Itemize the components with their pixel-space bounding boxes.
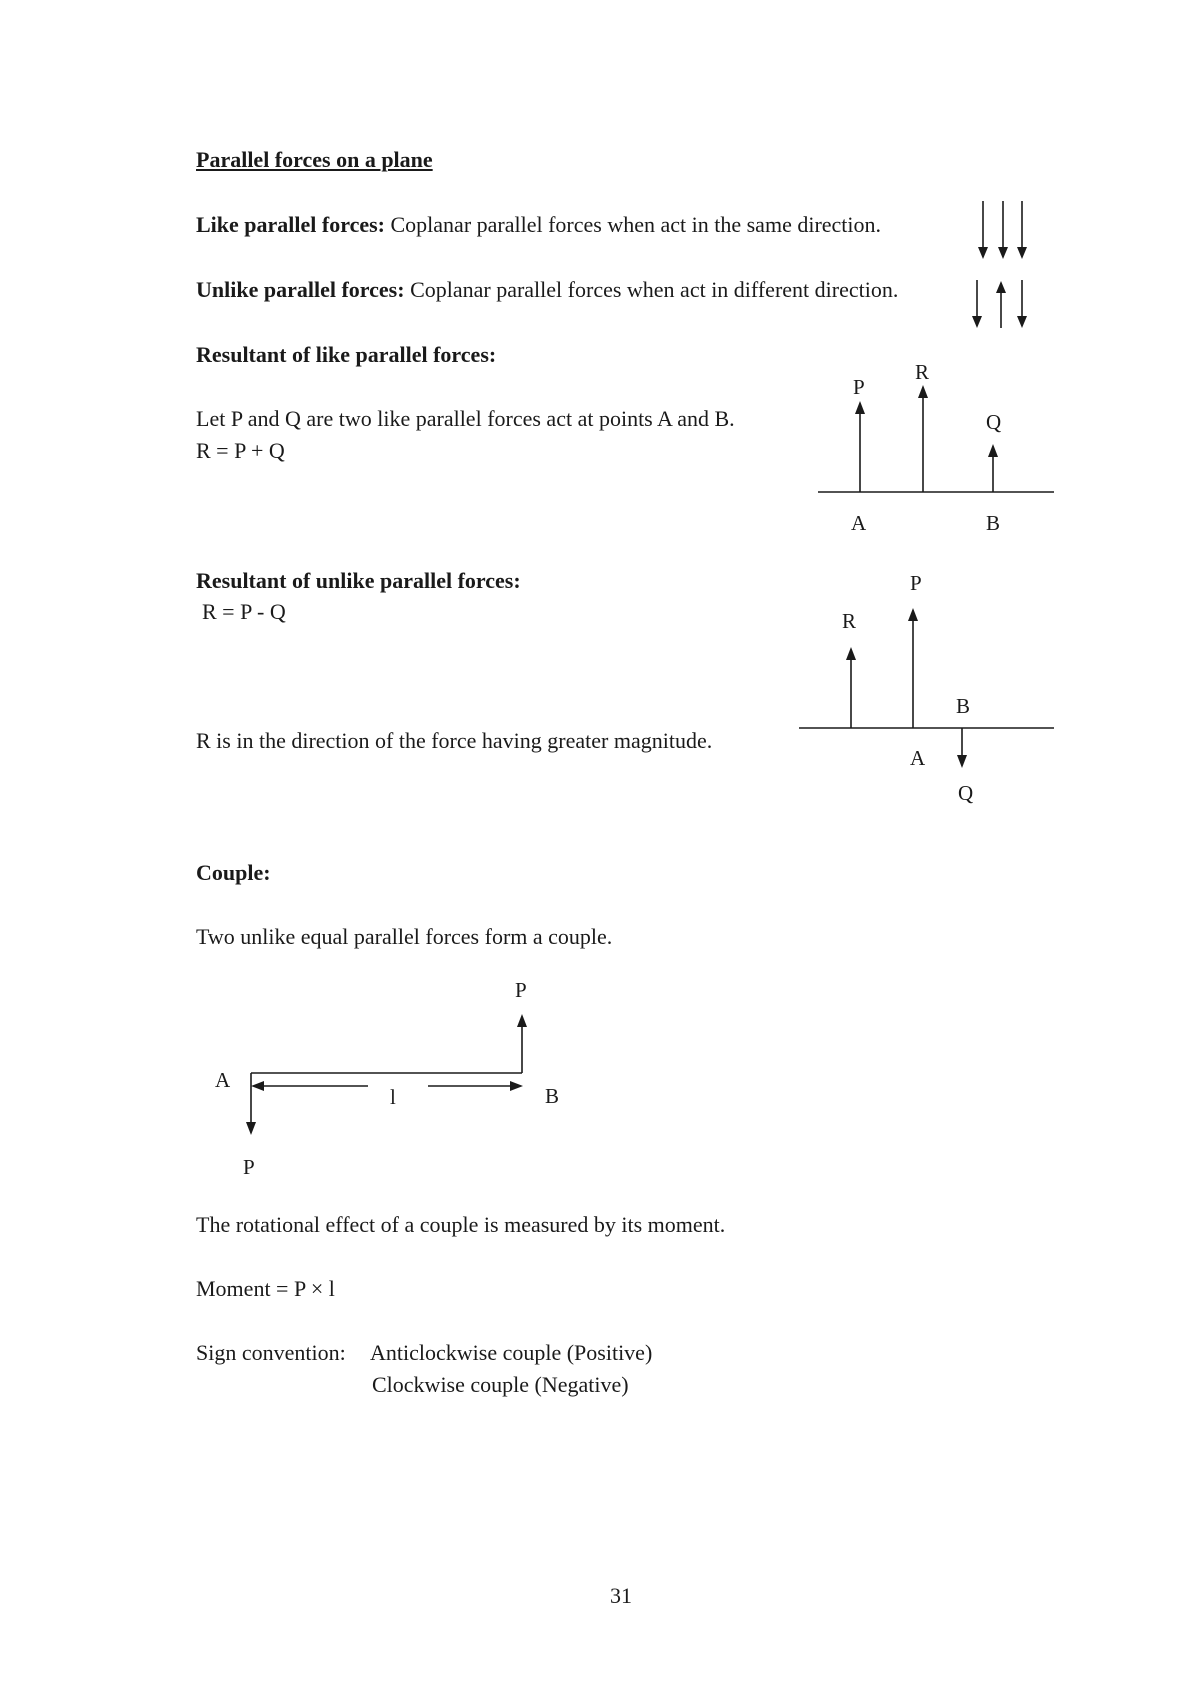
page-number: 31 — [610, 1583, 632, 1608]
like-forces-arrows-icon — [978, 201, 1027, 259]
resultant-like-text: Let P and Q are two like parallel forces act at points A and B. — [196, 406, 735, 431]
couple-label-l: l — [390, 1085, 396, 1109]
like-diagram-label-a: A — [851, 511, 867, 535]
unlike-diagram-label-r: R — [842, 609, 857, 633]
resultant-like-formula: R = P + Q — [196, 438, 285, 463]
unlike-forces-text: Coplanar parallel forces when act in different direction. — [410, 277, 899, 302]
unlike-diagram-label-p: P — [910, 571, 922, 595]
resultant-unlike-heading: Resultant of unlike parallel forces: — [196, 568, 521, 593]
moment-formula: Moment = P × l — [196, 1276, 335, 1301]
couple-label-a: A — [215, 1068, 231, 1092]
unlike-diagram-label-b: B — [956, 694, 971, 718]
like-diagram-label-r: R — [915, 360, 930, 384]
like-resultant-diagram — [818, 385, 1054, 492]
couple-label-b: B — [545, 1084, 560, 1108]
page-title: Parallel forces on a plane — [196, 147, 433, 172]
like-forces-text: Coplanar parallel forces when act in the same direction. — [390, 212, 882, 237]
couple-label-p-bottom: P — [243, 1155, 255, 1179]
resultant-unlike-formula: R = P - Q — [202, 599, 286, 624]
unlike-diagram-label-a: A — [910, 746, 926, 770]
unlike-forces-term: Unlike parallel forces: — [196, 277, 405, 302]
like-forces-term: Like parallel forces: — [196, 212, 385, 237]
couple-label-p-top: P — [515, 978, 527, 1002]
resultant-unlike-note: R is in the direction of the force having greater magnitude. — [196, 728, 713, 753]
moment-text: The rotational effect of a couple is measured by its moment. — [196, 1212, 726, 1237]
resultant-like-heading: Resultant of like parallel forces: — [196, 342, 497, 367]
like-diagram-label-b: B — [986, 511, 1001, 535]
couple-diagram — [246, 1014, 527, 1135]
unlike-diagram-label-q: Q — [958, 781, 974, 805]
like-diagram-label-p: P — [853, 375, 865, 399]
sign-convention-positive: Anticlockwise couple (Positive) — [370, 1340, 653, 1365]
couple-heading: Couple: — [196, 860, 271, 885]
like-diagram-label-q: Q — [986, 410, 1002, 434]
unlike-resultant-diagram — [799, 608, 1054, 768]
sign-convention-label: Sign convention: — [196, 1340, 346, 1365]
sign-convention-negative: Clockwise couple (Negative) — [372, 1372, 629, 1397]
couple-definition: Two unlike equal parallel forces form a couple. — [196, 924, 613, 949]
unlike-forces-arrows-icon — [972, 280, 1027, 328]
